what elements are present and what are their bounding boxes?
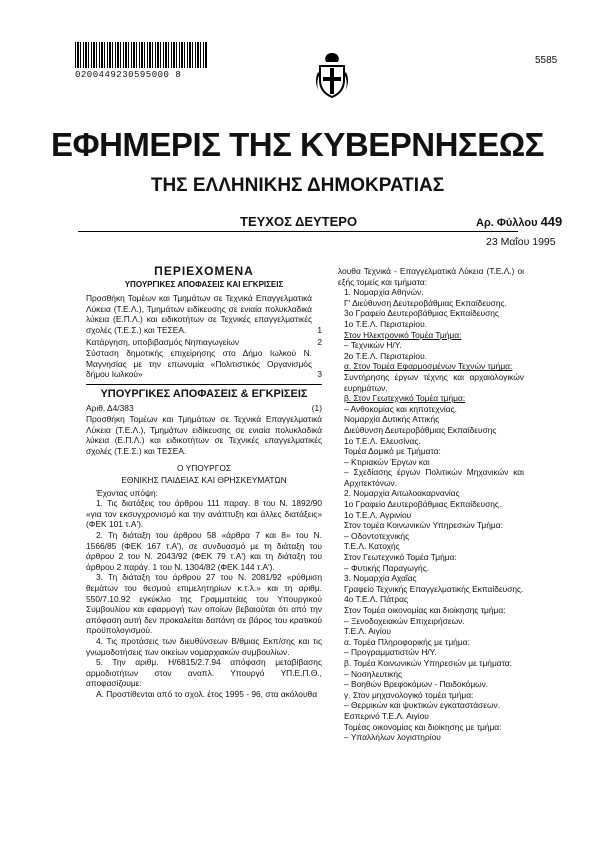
left-column <box>86 266 322 700</box>
page-number: 5585 <box>535 55 558 66</box>
right-column-line: Εσπερινό Τ.Ε.Λ. Αιγίου <box>344 710 429 721</box>
paragraph: Α. Προστίθενται από το σχολ. έτος 1995 - 96, στα ακόλουθα <box>96 688 318 699</box>
toc-entry[interactable]: Σύσταση δημοτικής επιχείρησης στο Δήμο Ιωλκού Ν. Μαγνησίας με την επωνυμία «Πολιτιστικός Οργανισμός δήμου Ιωλκού» 3 <box>86 348 322 380</box>
toc-entry[interactable]: Προσθήκη Τομέων και Τμημάτων σε Τεχνικά Επαγγελματικά Λύκεια (Τ.Ε.Λ.), Τμημάτων ειδίκευσης σε ενιαία πολυκλαδικά λύκεια (Ε.Π.Λ.) και ειδικοτήτων σε Τεχνικές επαγγελματικές σχολές (Τ.Ε.Σ.) και ΤΕΣΕΑ. 1 <box>86 293 322 335</box>
right-column-line: λουθα Τεχνικά - Επαγγελματικά Λύκεια (Τ.Ε.Λ.) οι εξής τομείς και τμήματα: <box>338 266 524 287</box>
header-rule <box>78 231 518 232</box>
right-column-line: Στον Ηλεκτρονικό Τομέα Τμήμα: <box>344 329 462 340</box>
right-column-line: Συντήρησης έργων τέχνης και αρχαιολογικών ευρημάτων. <box>344 371 524 393</box>
sheet-number: 449 <box>540 214 563 229</box>
right-column-line: Νομαρχία Δυτικής Αττικής <box>344 414 440 425</box>
paragraph: 4. Τις προτάσεις των διευθύνσεων Β/θμιας Εκπ/σης και τις γνωμοδοτήσεις των οικείων νομαρχιακών συμβουλίων. <box>86 636 322 657</box>
right-column-line: 2. Νομαρχία Αιτωλοακαρνανίας <box>344 488 460 499</box>
right-column-line: Διεύθυνση Δευτεροβάθμιας Εκπαίδευσης <box>344 424 497 435</box>
right-column-line: – Οδοντοτεχνικής <box>344 530 410 541</box>
toc-heading: ΠΕΡΙΕΧΟΜΕΝΑ <box>154 264 254 278</box>
right-column-line: 1. Νομαρχία Αθηνών. <box>344 287 424 298</box>
coat-of-arms-icon <box>312 50 352 100</box>
minister-title: Ο ΥΠΟΥΡΓΟΣ <box>176 462 232 473</box>
toc-page-number: 3 <box>317 369 322 380</box>
toc-page-number: 2 <box>317 336 322 347</box>
reference-index: (1) <box>311 402 322 413</box>
right-column-line: 4ο Τ.Ε.Λ. Πάτρας <box>344 594 409 605</box>
section-heading: ΥΠΟΥΡΓΙΚΕΣ ΑΠΟΦΑΣΕΙΣ & ΕΓΚΡΙΣΕΙΣ <box>100 387 308 400</box>
paragraph: 5. Την αριθμ. Η/6815/2.7.94 απόφαση μεταβίβασης αρμοδιοτήτων στον αναπλ. Υπουργό ΥΠ.Ε.Π.Θ., αποφασίζουμε: <box>86 657 322 689</box>
right-column-line: β. Τομέα Κοινωνικών Υπηρεσιών με τμήματα: <box>344 657 512 668</box>
right-column-line: 3. Νομαρχία Αχαΐας <box>344 573 417 584</box>
right-column-line: 3ο Γραφείο Δευτεροβάθμιας Εκπαίδευσης <box>344 308 499 319</box>
paragraph: 1. Τις διατάξεις του άρθρου 111 παραγ. 8 του Ν. 1892/90 «για τον εκσυγχρονισμό και την ανάπτυξη και άλλες διατάξεις» (ΦΕΚ 101 τ.Α'). <box>86 498 322 530</box>
right-column-line: Γραφείο Τεχνικής Επαγγελματικής Εκπαίδευσης. <box>344 583 524 594</box>
sheet-label: Αρ. Φύλλου <box>476 217 538 229</box>
issue-series: ΤΕΥΧΟΣ ΔΕΥΤΕΡΟ <box>240 214 358 229</box>
divider <box>86 384 322 385</box>
right-column-line: 2ο Τ.Ε.Λ. Περιστερίου. <box>344 350 427 361</box>
toc-subheading: ΥΠΟΥΡΓΙΚΕΣ ΑΠΟΦΑΣΕΙΣ ΚΑΙ ΕΓΚΡΙΣΕΙΣ <box>124 279 284 289</box>
toc-page-number: 1 <box>317 324 322 335</box>
masthead-title: ΕΦΗΜΕΡΙΣ ΤΗΣ ΚΥΒΕΡΝΗΣΕΩΣ <box>51 126 544 163</box>
decision-title: Προσθήκη Τομέων και Τμημάτων σε Τεχνικά Επαγγελματικά Λύκεια (Τ.Ε.Λ.), Τμημάτων ειδίκευσης σε ενιαία πολυκλαδικά λύκεια (Ε.Π.Λ.) και ειδικοτήτων σε Τεχνικές επαγγελματικές σχολές (Τ.Ε.Σ.) και ΤΕΣΕΑ. <box>86 414 322 456</box>
right-column-line: α. Τομέα Πληροφορικής με τμήμα: <box>344 636 470 647</box>
paragraph: 2. Τη διάταξη του άρθρου 58 «άρθρα 7 και 8» του Ν. 1566/85 (ΦΕΚ 167 τ.Α'), σε συνδυασμό με τη διάταξη του άρθρου 2 του Ν. 2043/92 (ΦΕΚ 79 τ.Α') και τη διάταξη του άρθρου 2 παράγ. 1 του Ν. 1304/82 (ΦΕΚ 144 τ.Α'). <box>86 530 322 572</box>
barcode-number: 0200449230595000 8 <box>75 70 182 80</box>
right-column-line: Τομέα Δομικό με Τμήματα: <box>344 446 441 457</box>
right-column-line: – Τεχνικών Η/Υ. <box>344 340 402 351</box>
decision-reference <box>86 403 322 414</box>
right-column <box>338 266 524 743</box>
issue-date: 23 Μαΐου 1995 <box>486 236 556 248</box>
right-column-line: 1ο Τ.Ε.Λ. Αγρινίου <box>344 509 412 520</box>
right-column-line: – Υπαλλήλων λογιστηρίου <box>344 732 441 743</box>
right-column-line: – Προγραμματιστών Η/Υ. <box>344 647 437 658</box>
toc-entry[interactable]: Κατάργηση, υποβιβασμός Νηπιαγωγείων 2 <box>86 336 322 347</box>
right-column-line: – Ξενοδοχειακών Επιχειρήσεων. <box>344 615 465 626</box>
paragraph: 3. Τη διάταξη του άρθρου 27 του Ν. 2081/92 «ρύθμιση θεμάτων του θεσμού επιμελητηρίων κ.τ.λ.» και τη αριθμ. 550/7.10.92 εγκύκλιο της Γραμματείας του Υπουργικού Συμβουλίου και εφαρμογή των οποίων βεβαιούται ότι από την απόφαση αυτή δεν προκαλείται δαπάνη σε βάρος του κρατικού προϋπολογισμού. <box>86 572 322 636</box>
reference-number: Αριθ. Δ4/383 <box>86 402 134 413</box>
considering-line: Έχοντας υπόψη: <box>96 487 158 498</box>
right-column-line: Τομέας οικονομίας και διοίκησης με τμήμα: <box>344 721 502 732</box>
right-column-line: β. Στον Γεωτεχνικό Τομέα τμήμα: <box>344 393 466 404</box>
right-column-line: 1ο Γραφείο Δευτεροβάθμιας Εκπαίδευσης. <box>344 499 502 510</box>
right-column-line: Τ.Ε.Λ. Αιγίου <box>344 626 391 637</box>
right-column-line: – Φυτικής Παραγωγής. <box>344 562 430 573</box>
masthead-subtitle: ΤΗΣ ΕΛΛΗΝΙΚΗΣ ΔΗΜΟΚΡΑΤΙΑΣ <box>150 175 445 196</box>
right-column-line: – Σχεδίασης έργων Πολιτικών Μηχανικών και Αρχιτεκτόνων. <box>344 467 524 488</box>
right-column-line: 1ο Τ.Ε.Λ. Περιστερίου. <box>344 318 427 329</box>
right-column-line: Στον Τομέα οικονομίας και διοίκησης τμήμα: <box>344 605 506 615</box>
right-column-line: – Ανθοκομίας και κηποτεχνίας. <box>344 403 457 414</box>
right-column-line: 1ο Τ.Ε.Λ. Ελευσίνας. <box>344 435 421 446</box>
right-column-line: – Κτιριακών Έργων και <box>344 456 430 467</box>
right-column-line: Γ' Διεύθυνση Δευτεροβάθμιας Εκπαίδευσης. <box>344 297 507 308</box>
right-column-line: γ. Στον μηχανολογικό τομέα τμήμα: <box>344 689 474 700</box>
right-column-line: Τ.Ε.Λ. Κατοχής <box>344 541 400 552</box>
right-column-line: Στον Γεωτεχνικό Τομέα Τμήμα: <box>344 552 457 563</box>
right-column-line: Στον τομέα Κοινωνικών Υπηρεσιών Τμήμα: <box>344 520 503 531</box>
barcode <box>75 42 207 68</box>
right-column-line: α. Στον Τομέα Εφαρμοσμένων Τεχνών τμήμα: <box>344 361 513 372</box>
right-column-line: – Θερμικών και ψυκτικών εγκαταστάσεων. <box>344 700 501 711</box>
minister-ministry: ΕΘΝΙΚΗΣ ΠΑΙΔΕΙΑΣ ΚΑΙ ΘΡΗΣΚΕΥΜΑΤΩΝ <box>121 475 287 486</box>
right-column-line: – Βοηθών Βρεφοκόμων - Παιδοκόμων. <box>344 679 489 690</box>
sheet-number-line <box>476 214 562 229</box>
right-column-line: – Νοσηλευτικής <box>344 668 403 679</box>
